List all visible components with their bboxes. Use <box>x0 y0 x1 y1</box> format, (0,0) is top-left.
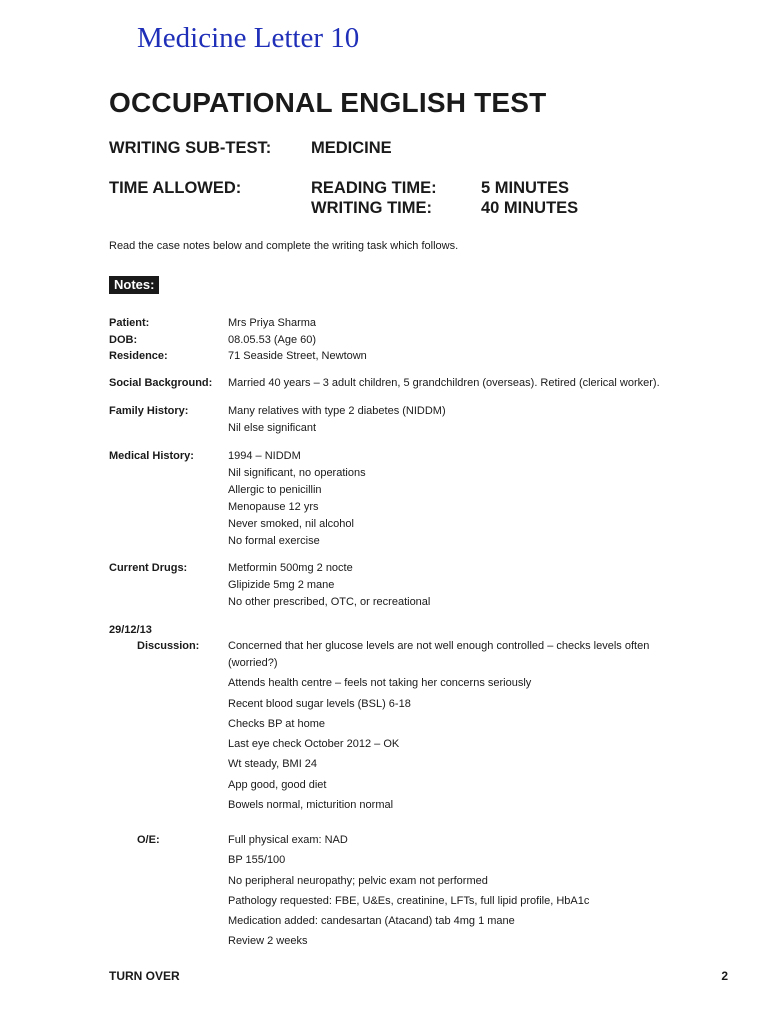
medical-history-item: 1994 – NIDDM <box>228 450 301 462</box>
time-allowed-label: TIME ALLOWED: <box>109 179 242 197</box>
oe-item: Full physical exam: NAD <box>228 834 348 846</box>
notes-label: Notes: <box>109 276 159 294</box>
intro-text: Read the case notes below and complete the writing task which follows. <box>109 240 459 252</box>
medical-history-item: No formal exercise <box>228 535 320 547</box>
medical-history-item: Menopause 12 yrs <box>228 501 319 513</box>
family-history-item: Nil else significant <box>228 422 317 434</box>
current-drugs-item: Metformin 500mg 2 nocte <box>228 562 353 574</box>
current-drugs-label: Current Drugs: <box>109 562 188 574</box>
social-label: Social Background: <box>109 377 213 389</box>
discussion-item: Concerned that her glucose levels are not well enough controlled – checks levels often <box>228 640 650 652</box>
residence-label: Residence: <box>109 350 168 362</box>
discussion-item: Attends health centre – feels not taking her concerns seriously <box>228 677 532 690</box>
current-drugs-item: Glipizide 5mg 2 mane <box>228 579 335 591</box>
medical-history-label: Medical History: <box>109 450 194 462</box>
oe-item: BP 155/100 <box>228 854 286 867</box>
discussion-item-continued: (worried?) <box>228 657 278 669</box>
discussion-label: Discussion: <box>137 640 200 652</box>
visit-date: 29/12/13 <box>109 624 152 636</box>
oe-item: No peripheral neuropathy; pelvic exam not performed <box>228 874 488 887</box>
discussion-item: Wt steady, BMI 24 <box>228 758 318 771</box>
medical-history-item: Allergic to penicillin <box>228 484 322 496</box>
oe-label: O/E: <box>137 834 160 846</box>
current-drugs-item: No other prescribed, OTC, or recreational <box>228 596 431 608</box>
family-history-item: Many relatives with type 2 diabetes (NIDDM) <box>228 405 446 417</box>
reading-time-value: 5 MINUTES <box>481 179 570 197</box>
letter-title: Medicine Letter 10 <box>137 22 360 54</box>
discussion-item: Bowels normal, micturition normal <box>228 799 394 812</box>
patient-label: Patient: <box>109 317 150 329</box>
family-history-list <box>228 403 446 437</box>
medical-history-item: Never smoked, nil alcohol <box>228 518 354 530</box>
oe-list <box>228 832 589 954</box>
current-drugs-list <box>228 560 430 611</box>
discussion-list <box>228 638 649 817</box>
writing-time-value: 40 MINUTES <box>481 199 579 217</box>
dob-value: 08.05.53 (Age 60) <box>228 334 317 346</box>
reading-time-label: READING TIME: <box>311 179 437 197</box>
turn-over-text: TURN OVER <box>109 969 180 983</box>
family-history-label: Family History: <box>109 405 189 417</box>
oe-item: Pathology requested: FBE, U&Es, creatinine, LFTs, full lipid profile, HbA1c <box>228 894 590 907</box>
discussion-item: App good, good diet <box>228 778 327 791</box>
subtest-value: MEDICINE <box>311 139 392 157</box>
social-value: Married 40 years – 3 adult children, 5 grandchildren (overseas). Retired (clerical worker). <box>228 377 660 389</box>
discussion-item: Checks BP at home <box>228 717 326 730</box>
dob-label: DOB: <box>109 334 138 346</box>
oe-item: Medication added: candesartan (Atacand) tab 4mg 1 mane <box>228 915 515 928</box>
medical-history-list <box>228 448 366 550</box>
oe-item: Review 2 weeks <box>228 935 308 948</box>
medical-history-item: Nil significant, no operations <box>228 467 366 479</box>
test-title: OCCUPATIONAL ENGLISH TEST <box>109 87 547 118</box>
residence-value: 71 Seaside Street, Newtown <box>228 350 367 362</box>
discussion-item: Recent blood sugar levels (BSL) 6-18 <box>228 697 411 710</box>
discussion-item: Last eye check October 2012 – OK <box>228 738 400 751</box>
patient-value: Mrs Priya Sharma <box>228 317 317 329</box>
page-number: 2 <box>721 969 728 983</box>
subtest-label: WRITING SUB-TEST: <box>109 139 272 157</box>
writing-time-label: WRITING TIME: <box>311 199 432 217</box>
